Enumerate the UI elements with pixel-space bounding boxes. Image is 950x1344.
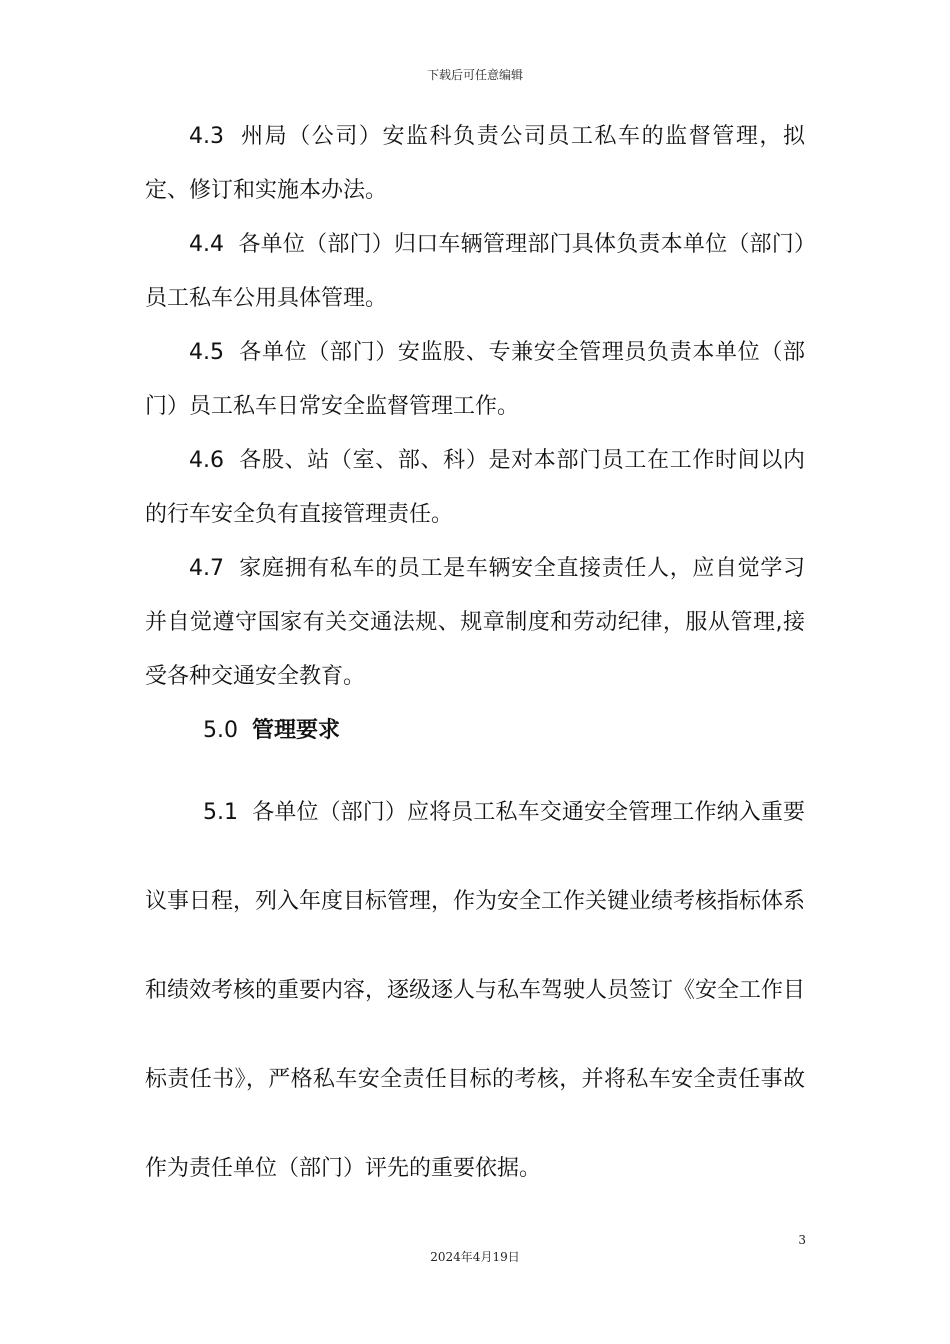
- section-number: 5.0: [203, 718, 238, 743]
- paragraph-number: 4.6: [189, 448, 224, 473]
- paragraph-4-6: [145, 434, 805, 542]
- paragraph-text: 各单位（部门）归口车辆管理部门具体负责本单位（部门）员工私车公用具体管理。: [145, 232, 805, 311]
- paragraph-text: 各单位（部门）应将员工私车交通安全管理工作纳入重要议事日程，列入年度目标管理，作为安全工作关键业绩考核指标体系和绩效考核的重要内容，逐级逐人与私车驾驶人员签订《安全工作目标责任书》，严格私车安全责任目标的考核，并将私车安全责任事故作为责任单位（部门）评先的重要依据。: [145, 800, 806, 1181]
- paragraph-text: 州局（公司）安监科负责公司员工私车的监督管理，拟定、修订和实施本办法。: [145, 124, 805, 203]
- paragraph-number: 4.7: [189, 556, 224, 581]
- paragraph-number: 4.5: [189, 340, 224, 365]
- page-number: 3: [798, 1233, 806, 1247]
- paragraph-4-4: [145, 218, 805, 326]
- document-body: [145, 110, 805, 1213]
- section-title: 管理要求: [252, 718, 341, 743]
- paragraph-number: 4.4: [189, 232, 224, 257]
- page-header: 下载后可任意编辑: [426, 68, 523, 82]
- paragraph-4-5: [145, 326, 805, 434]
- paragraph-text: 家庭拥有私车的员工是车辆安全直接责任人，应自觉学习并自觉遵守国家有关交通法规、规章制度和劳动纪律，服从管理,接受各种交通安全教育。: [145, 556, 805, 689]
- paragraph-number: 4.3: [189, 124, 224, 149]
- footer-date: 2024年4月19日: [430, 1250, 520, 1264]
- paragraph-number: 5.1: [203, 800, 238, 825]
- section-heading: [145, 704, 805, 758]
- paragraph-text: 各单位（部门）安监股、专兼安全管理员负责本单位（部门）员工私车日常安全监督管理工作。: [145, 340, 805, 419]
- paragraph-4-7: [145, 542, 805, 704]
- paragraph-5-1: [145, 768, 805, 1213]
- paragraph-4-3: [145, 110, 805, 218]
- paragraph-text: 各股、站（室、部、科）是对本部门员工在工作时间以内的行车安全负有直接管理责任。: [145, 448, 805, 527]
